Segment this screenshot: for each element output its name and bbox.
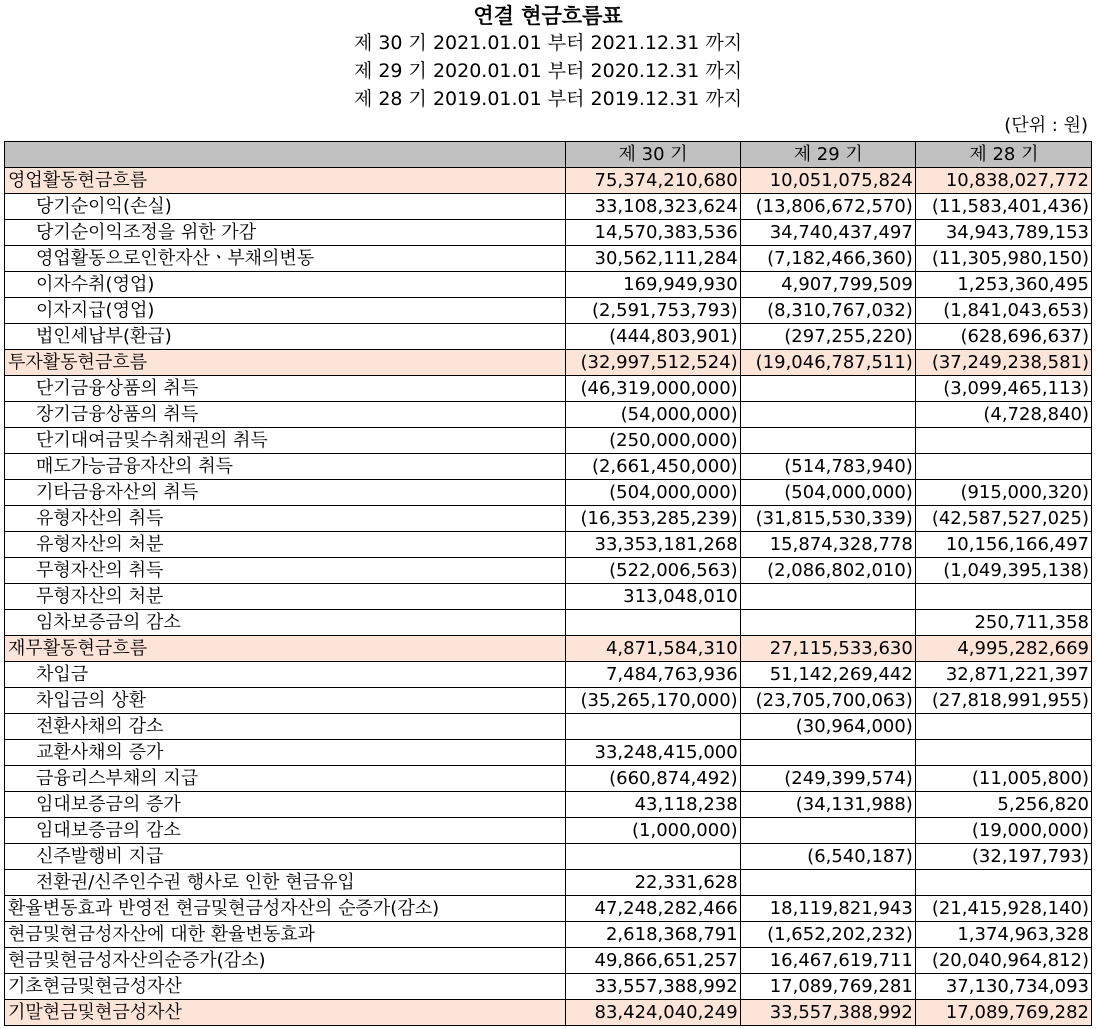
value-period-29: (19,046,787,511) [740, 350, 915, 376]
table-row [5, 376, 1092, 402]
value-period-29: 51,142,269,442 [740, 662, 915, 688]
value-period-28 [915, 870, 1091, 896]
period-line-28: 제 28 기 2019.01.01 부터 2019.12.31 까지 [353, 88, 743, 110]
row-label: 영업활동으로인한자산ㆍ부채의변동 [5, 246, 566, 272]
value-period-29 [740, 376, 915, 402]
value-period-28: (1,049,395,138) [915, 558, 1091, 584]
value-period-30: (250,000,000) [565, 428, 740, 454]
row-label: 매도가능금융자산의 취득 [5, 454, 566, 480]
value-period-29 [740, 740, 915, 766]
row-label: 단기대여금및수취채권의 취득 [5, 428, 566, 454]
value-period-29: (34,131,988) [740, 792, 915, 818]
value-period-28 [915, 428, 1091, 454]
row-label: 현금및현금성자산에 대한 환율변동효과 [5, 922, 566, 948]
table-row [5, 220, 1092, 246]
table-row [5, 688, 1092, 714]
row-label: 이자수취(영업) [5, 272, 566, 298]
row-label: 무형자산의 취득 [5, 558, 566, 584]
value-period-29: (504,000,000) [740, 480, 915, 506]
table-row [5, 480, 1092, 506]
value-period-29: 16,467,619,711 [740, 948, 915, 974]
table-row [5, 454, 1092, 480]
value-period-30: 33,353,181,268 [565, 532, 740, 558]
table-row [5, 818, 1092, 844]
row-label: 장기금융상품의 취득 [5, 402, 566, 428]
value-period-29: 34,740,437,497 [740, 220, 915, 246]
row-label: 기타금융자산의 취득 [5, 480, 566, 506]
value-period-30: (2,661,450,000) [565, 454, 740, 480]
row-label: 기말현금및현금성자산 [5, 1000, 566, 1026]
row-label: 기초현금및현금성자산 [5, 974, 566, 1000]
value-period-30: 2,618,368,791 [565, 922, 740, 948]
value-period-29: 10,051,075,824 [740, 168, 915, 194]
table-row [5, 246, 1092, 272]
value-period-30: 33,108,323,624 [565, 194, 740, 220]
table-row [5, 870, 1092, 896]
value-period-28: 37,130,734,093 [915, 974, 1091, 1000]
table-row [5, 558, 1092, 584]
value-period-28: (21,415,928,140) [915, 896, 1091, 922]
section-row [5, 1000, 1092, 1026]
row-label: 임차보증금의 감소 [5, 610, 566, 636]
value-period-30: 30,562,111,284 [565, 246, 740, 272]
value-period-29: (7,182,466,360) [740, 246, 915, 272]
value-period-30: (660,874,492) [565, 766, 740, 792]
value-period-28: (3,099,465,113) [915, 376, 1091, 402]
value-period-28: (11,005,800) [915, 766, 1091, 792]
value-period-29: (1,652,202,232) [740, 922, 915, 948]
table-row [5, 766, 1092, 792]
value-period-29 [740, 402, 915, 428]
total-row [5, 974, 1092, 1000]
value-period-30: 169,949,930 [565, 272, 740, 298]
row-label: 전환사채의 감소 [5, 714, 566, 740]
header-label [5, 142, 566, 168]
table-row [5, 194, 1092, 220]
table-row [5, 324, 1092, 350]
value-period-30: (32,997,512,524) [565, 350, 740, 376]
table-row [5, 714, 1092, 740]
value-period-29: 4,907,799,509 [740, 272, 915, 298]
value-period-28: (42,587,527,025) [915, 506, 1091, 532]
value-period-28: 4,995,282,669 [915, 636, 1091, 662]
value-period-28: 17,089,769,282 [915, 1000, 1091, 1026]
row-label: 임대보증금의 감소 [5, 818, 566, 844]
header-period-30: 제 30 기 [565, 142, 740, 168]
value-period-29: 18,119,821,943 [740, 896, 915, 922]
value-period-30: (35,265,170,000) [565, 688, 740, 714]
value-period-30: 47,248,282,466 [565, 896, 740, 922]
value-period-29: (31,815,530,339) [740, 506, 915, 532]
value-period-28: (11,583,401,436) [915, 194, 1091, 220]
table-row [5, 584, 1092, 610]
value-period-29 [740, 584, 915, 610]
period-line-29: 제 29 기 2020.01.01 부터 2020.12.31 까지 [353, 60, 743, 82]
header-period-28: 제 28 기 [915, 142, 1091, 168]
unit-label: (단위 : 원) [1004, 115, 1088, 136]
value-period-30: (522,006,563) [565, 558, 740, 584]
row-label: 법인세납부(환급) [5, 324, 566, 350]
table-row [5, 740, 1092, 766]
value-period-29 [740, 610, 915, 636]
row-label: 영업활동현금흐름 [5, 168, 566, 194]
value-period-29: (8,310,767,032) [740, 298, 915, 324]
value-period-30: (54,000,000) [565, 402, 740, 428]
table-row [5, 844, 1092, 870]
value-period-28: (20,040,964,812) [915, 948, 1091, 974]
value-period-28: 32,871,221,397 [915, 662, 1091, 688]
value-period-30: (46,319,000,000) [565, 376, 740, 402]
value-period-28: (628,696,637) [915, 324, 1091, 350]
value-period-28: 10,156,166,497 [915, 532, 1091, 558]
value-period-30: (16,353,285,239) [565, 506, 740, 532]
value-period-30: (2,591,753,793) [565, 298, 740, 324]
value-period-29: (249,399,574) [740, 766, 915, 792]
value-period-29: (13,806,672,570) [740, 194, 915, 220]
row-label: 환율변동효과 반영전 현금및현금성자산의 순증가(감소) [5, 896, 566, 922]
value-period-30: 33,248,415,000 [565, 740, 740, 766]
value-period-30 [565, 610, 740, 636]
value-period-30 [565, 844, 740, 870]
value-period-28: (915,000,320) [915, 480, 1091, 506]
value-period-30: 83,424,040,249 [565, 1000, 740, 1026]
value-period-29 [740, 428, 915, 454]
document-title: 연결 현금흐름표 [473, 4, 623, 28]
value-period-28: (1,841,043,653) [915, 298, 1091, 324]
total-row [5, 948, 1092, 974]
value-period-29 [740, 818, 915, 844]
row-label: 단기금융상품의 취득 [5, 376, 566, 402]
value-period-29: (30,964,000) [740, 714, 915, 740]
value-period-30: 4,871,584,310 [565, 636, 740, 662]
value-period-29: (514,783,940) [740, 454, 915, 480]
value-period-29: (6,540,187) [740, 844, 915, 870]
row-label: 이자지급(영업) [5, 298, 566, 324]
value-period-28: 250,711,358 [915, 610, 1091, 636]
table-row [5, 298, 1092, 324]
value-period-30: 7,484,763,936 [565, 662, 740, 688]
total-row [5, 896, 1092, 922]
row-label: 현금및현금성자산의순증가(감소) [5, 948, 566, 974]
row-label: 당기순이익(손실) [5, 194, 566, 220]
value-period-28: 1,253,360,495 [915, 272, 1091, 298]
value-period-28 [915, 740, 1091, 766]
value-period-30: 33,557,388,992 [565, 974, 740, 1000]
row-label: 교환사채의 증가 [5, 740, 566, 766]
value-period-28: (27,818,991,955) [915, 688, 1091, 714]
row-label: 신주발행비 지급 [5, 844, 566, 870]
value-period-30: 75,374,210,680 [565, 168, 740, 194]
row-label: 당기순이익조정을 위한 가감 [5, 220, 566, 246]
value-period-30: 49,866,651,257 [565, 948, 740, 974]
value-period-28 [915, 454, 1091, 480]
value-period-28: (4,728,840) [915, 402, 1091, 428]
value-period-30: 313,048,010 [565, 584, 740, 610]
row-label: 무형자산의 처분 [5, 584, 566, 610]
value-period-30: (1,000,000) [565, 818, 740, 844]
total-row [5, 922, 1092, 948]
table-row [5, 272, 1092, 298]
value-period-30 [565, 714, 740, 740]
value-period-29: 17,089,769,281 [740, 974, 915, 1000]
value-period-29: 27,115,533,630 [740, 636, 915, 662]
value-period-28 [915, 584, 1091, 610]
table-row [5, 610, 1092, 636]
value-period-29: (2,086,802,010) [740, 558, 915, 584]
section-row [5, 168, 1092, 194]
period-line-30: 제 30 기 2021.01.01 부터 2021.12.31 까지 [353, 32, 743, 54]
value-period-29: (23,705,700,063) [740, 688, 915, 714]
value-period-28: (32,197,793) [915, 844, 1091, 870]
value-period-28: 5,256,820 [915, 792, 1091, 818]
table-row [5, 506, 1092, 532]
value-period-30: (444,803,901) [565, 324, 740, 350]
table-row [5, 792, 1092, 818]
value-period-28: (37,249,238,581) [915, 350, 1091, 376]
table-row [5, 428, 1092, 454]
table-row [5, 662, 1092, 688]
row-label: 금융리스부채의 지급 [5, 766, 566, 792]
cash-flow-table [4, 141, 1092, 1026]
value-period-28 [915, 714, 1091, 740]
table-row [5, 532, 1092, 558]
row-label: 임대보증금의 증가 [5, 792, 566, 818]
value-period-28: 34,943,789,153 [915, 220, 1091, 246]
row-label: 차입금 [5, 662, 566, 688]
value-period-28: (11,305,980,150) [915, 246, 1091, 272]
value-period-28: 1,374,963,328 [915, 922, 1091, 948]
row-label: 전환권/신주인수권 행사로 인한 현금유입 [5, 870, 566, 896]
value-period-29: (297,255,220) [740, 324, 915, 350]
value-period-28: (19,000,000) [915, 818, 1091, 844]
value-period-29 [740, 870, 915, 896]
value-period-30: 22,331,628 [565, 870, 740, 896]
value-period-30: 14,570,383,536 [565, 220, 740, 246]
row-label: 유형자산의 처분 [5, 532, 566, 558]
header-period-29: 제 29 기 [740, 142, 915, 168]
header-row [5, 142, 1092, 168]
value-period-29: 33,557,388,992 [740, 1000, 915, 1026]
row-label: 투자활동현금흐름 [5, 350, 566, 376]
value-period-30: (504,000,000) [565, 480, 740, 506]
section-row [5, 350, 1092, 376]
value-period-30: 43,118,238 [565, 792, 740, 818]
row-label: 차입금의 상환 [5, 688, 566, 714]
row-label: 유형자산의 취득 [5, 506, 566, 532]
table-row [5, 402, 1092, 428]
value-period-29: 15,874,328,778 [740, 532, 915, 558]
row-label: 재무활동현금흐름 [5, 636, 566, 662]
section-row [5, 636, 1092, 662]
value-period-28: 10,838,027,772 [915, 168, 1091, 194]
